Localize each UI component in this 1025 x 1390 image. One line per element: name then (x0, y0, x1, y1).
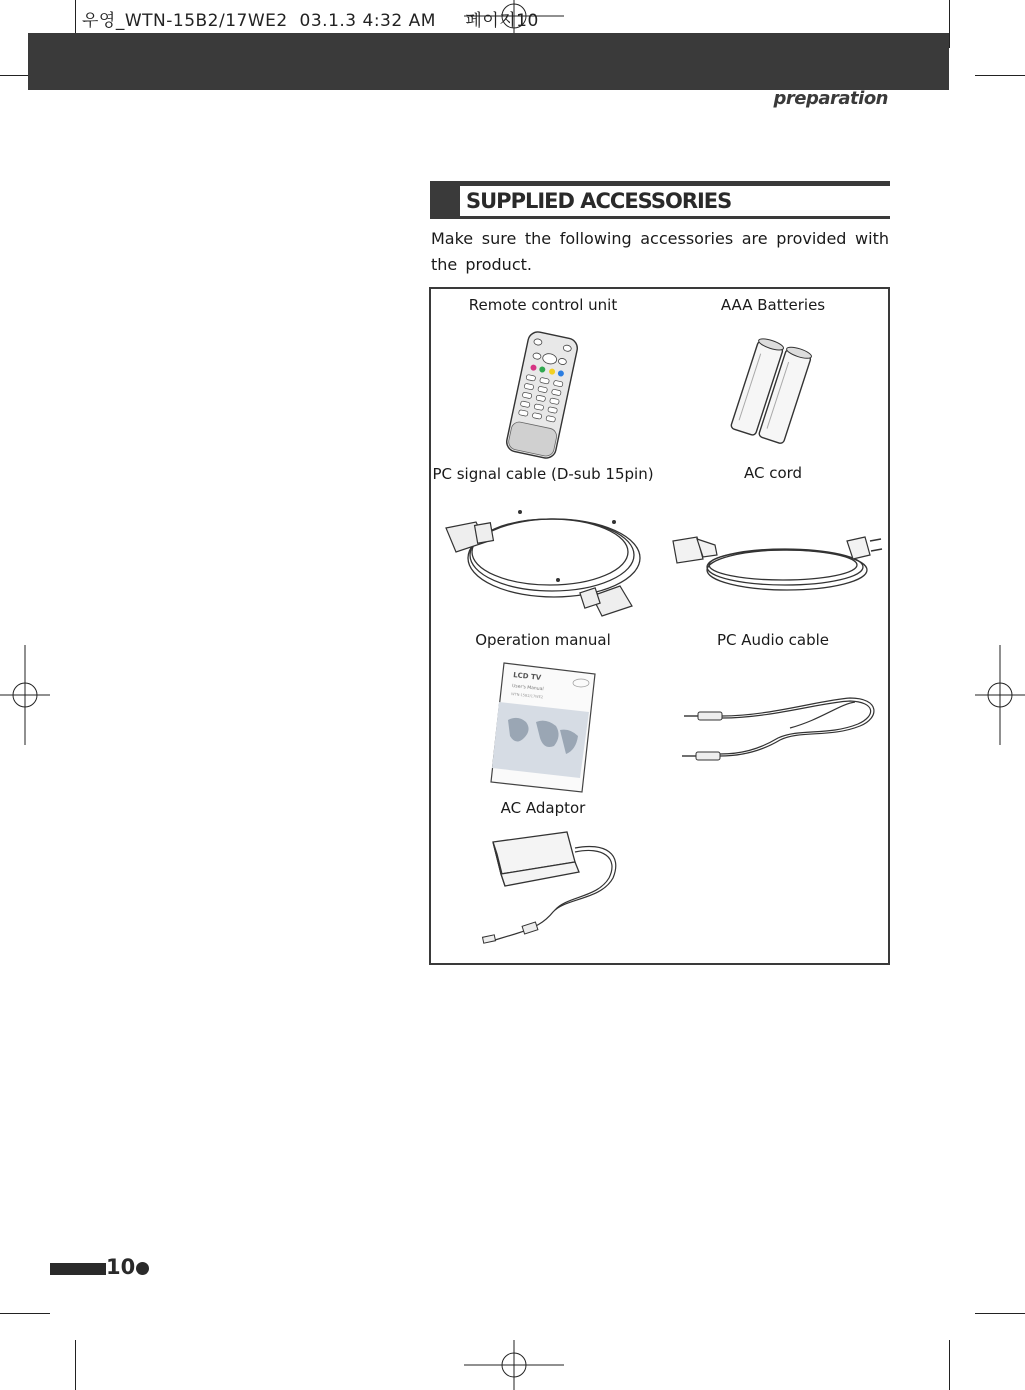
crop-mark (975, 75, 1025, 76)
manual-icon (488, 660, 600, 795)
page-number: 10 (106, 1255, 136, 1279)
registration-mark-icon (464, 1340, 564, 1390)
section-label: preparation (773, 88, 888, 109)
crop-mark (75, 1340, 76, 1390)
page-number-bar (50, 1263, 106, 1275)
batteries-icon (725, 335, 825, 445)
registration-mark-icon (975, 645, 1025, 745)
remote-control-icon (495, 330, 590, 460)
title-block (430, 186, 460, 216)
accessory-label: PC Audio cable (716, 631, 830, 649)
manual-title: LCD TV (512, 671, 542, 682)
page-number-dot (136, 1262, 149, 1275)
intro-text: Make sure the following accessories are provided with the product. (431, 229, 889, 274)
header-bar (28, 33, 949, 90)
accessory-label: AC cord (743, 464, 803, 482)
registration-mark-icon (0, 645, 50, 745)
d-sub-cable-icon (442, 500, 647, 620)
page-title: SUPPLIED ACCESSORIES (466, 189, 732, 213)
accessory-label: PC signal cable (D-sub 15pin) (432, 465, 654, 483)
accessory-label: Remote control unit (468, 296, 618, 314)
title-rule-bottom (430, 216, 890, 219)
accessory-label: AAA Batteries (720, 296, 826, 314)
ac-cord-icon (665, 525, 885, 595)
crop-mark (975, 1313, 1025, 1314)
accessory-label: Operation manual (475, 631, 611, 649)
crop-mark (0, 1313, 50, 1314)
manual-subtitle: User's Manual (511, 684, 544, 693)
section-title-bar (430, 181, 890, 220)
crop-mark (949, 1340, 950, 1390)
ac-adaptor-icon (475, 828, 625, 953)
crop-mark (949, 0, 950, 48)
audio-cable-icon (680, 690, 880, 765)
print-slug: 우영_WTN-15B2/17WE2 03.1.3 4:32 AM 페이지10 (82, 11, 539, 31)
manual-models: WTN-15B2/17WE2 (510, 692, 544, 700)
accessory-label: AC Adaptor (500, 799, 586, 817)
